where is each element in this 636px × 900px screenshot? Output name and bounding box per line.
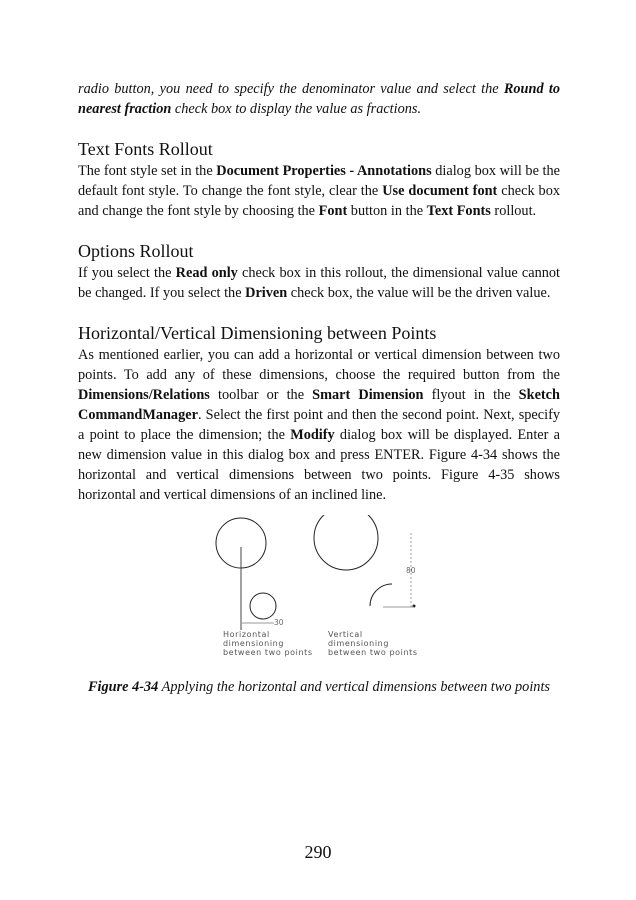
small-circle-left xyxy=(250,593,276,619)
paragraph-text-fonts: The font style set in the Document Properties - Annotations dialog box will be the default font style. To change the font style, clear the Use document font check box and change the font style by choosing the Font button in the Text Fonts rollout. xyxy=(78,163,560,219)
label-horizontal-line2: dimensioning xyxy=(223,639,285,648)
paragraph-hv-dimensioning: As mentioned earlier, you can add a horizontal or vertical dimension between two points. To add any of these dimensions, choose the required button from the Dimensions/Relations toolbar or the Smart Dimension flyout in the Sketch CommandManager. Select the first point and then the second point. Next, specify a point to place the dimension; the Modify dialog box will be displayed. Enter a new dimension value in this dialog box and press ENTER. Figure 4-34 shows the horizontal and vertical dimensions between two points. Figure 4-35 shows horizontal and vertical dimensions of an inclined line. xyxy=(78,347,560,503)
figure-caption: Figure 4-34 Applying the horizontal and vertical dimensions between two points xyxy=(88,679,550,695)
section-options xyxy=(78,240,560,303)
intro-paragraph: radio button, you need to specify the denominator value and select the Round to nearest fraction check box to display the value as fractions. xyxy=(78,81,560,117)
heading-text-fonts: Text Fonts Rollout xyxy=(78,139,213,159)
page-content xyxy=(78,79,560,697)
label-vertical-line3: between two points xyxy=(328,648,418,657)
section-text-fonts xyxy=(78,138,560,221)
dimension-figure xyxy=(78,515,560,667)
arc-right xyxy=(370,584,392,606)
heading-options: Options Rollout xyxy=(78,241,194,261)
section-hv-dimensioning xyxy=(78,322,560,505)
dimension-value-vertical: 80 xyxy=(406,566,416,575)
label-horizontal-line1: Horizontal xyxy=(223,630,270,639)
dimension-value-horizontal: 30 xyxy=(274,618,284,627)
label-vertical-line1: Vertical xyxy=(328,630,363,639)
figure-4-34 xyxy=(78,515,560,667)
paragraph-options: If you select the Read only check box in this rollout, the dimensional value cannot be changed. If you select the Driven check box, the value will be the driven value. xyxy=(78,265,561,301)
label-horizontal-line3: between two points xyxy=(223,648,313,657)
page-number: 290 xyxy=(304,842,332,862)
large-circle-right xyxy=(314,515,378,570)
heading-hv-dimensioning: Horizontal/Vertical Dimensioning between Points xyxy=(78,323,437,343)
label-vertical-line2: dimensioning xyxy=(328,639,390,648)
